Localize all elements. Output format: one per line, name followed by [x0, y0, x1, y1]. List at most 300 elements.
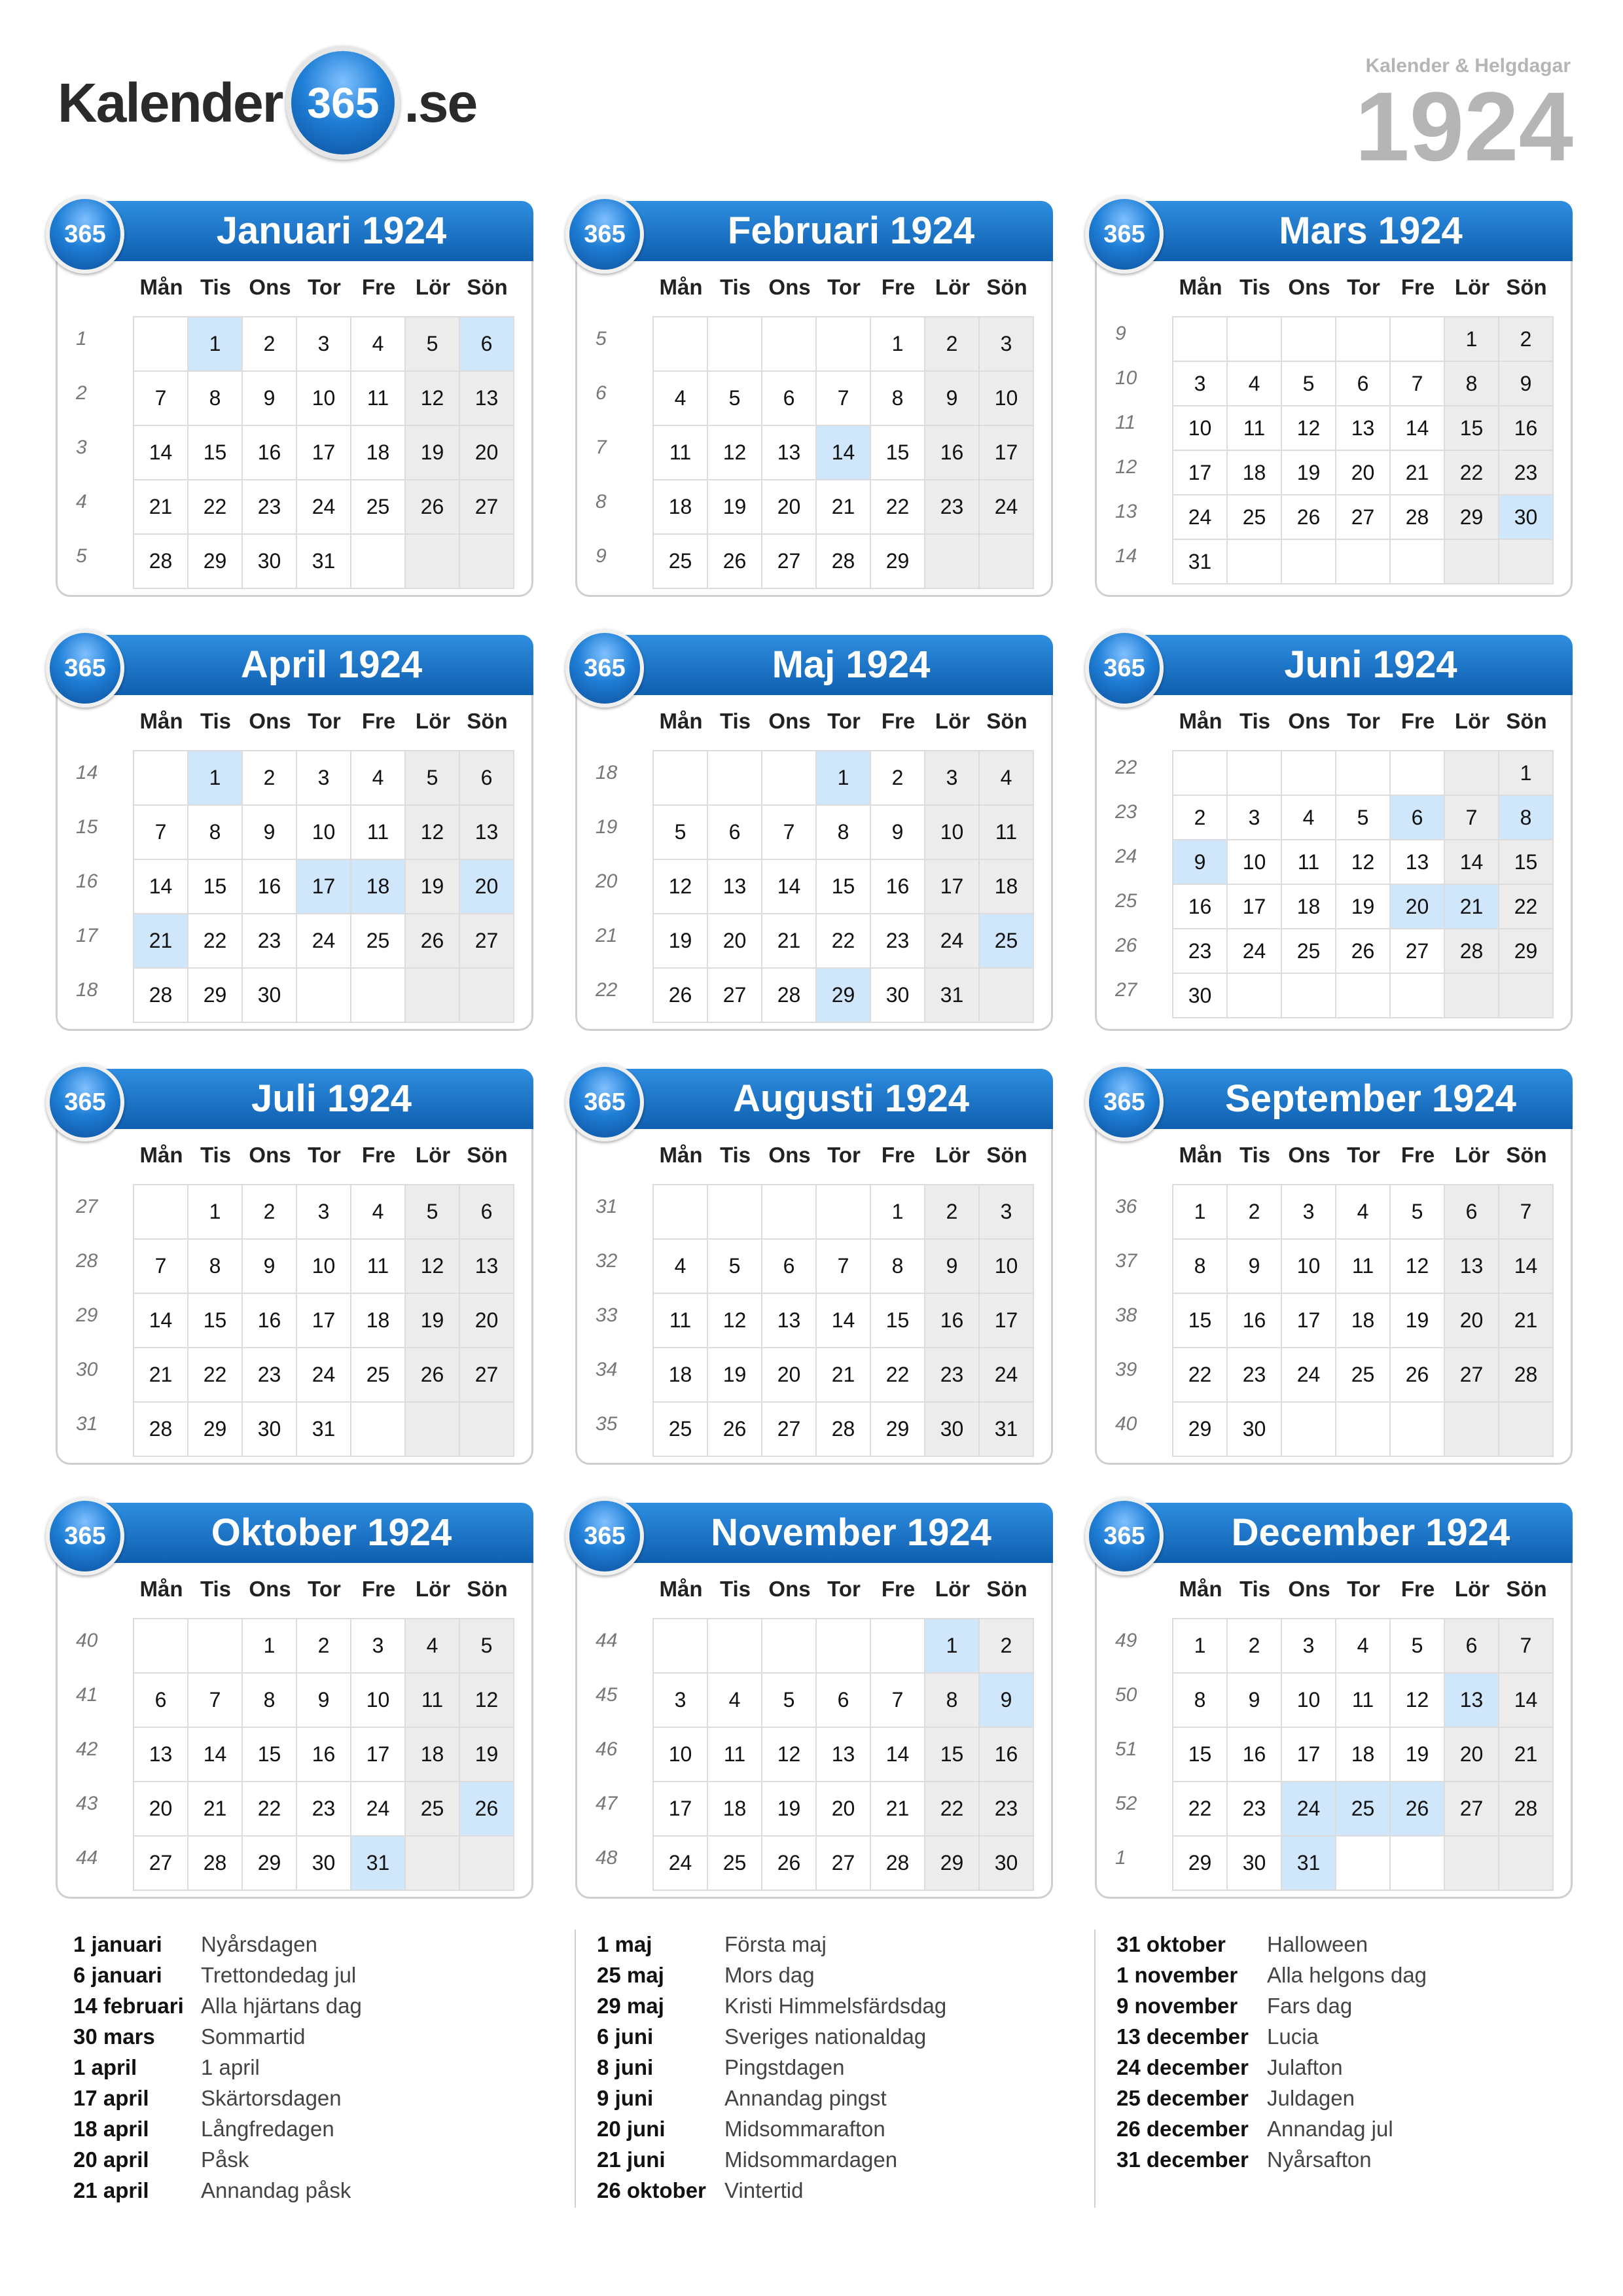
day-cell[interactable]: 19 [460, 1728, 514, 1782]
day-cell[interactable]: 10 [980, 372, 1034, 426]
day-cell[interactable]: 12 [708, 426, 762, 480]
day-cell[interactable]: 17 [1282, 1728, 1336, 1782]
day-cell[interactable]: 26 [1391, 1782, 1445, 1837]
day-cell[interactable]: 23 [1228, 1782, 1282, 1837]
day-cell[interactable]: 15 [1173, 1294, 1228, 1348]
day-cell[interactable]: 1 [817, 751, 871, 806]
day-cell[interactable]: 16 [1228, 1294, 1282, 1348]
day-cell[interactable]: 8 [817, 806, 871, 860]
day-cell[interactable]: 8 [188, 806, 243, 860]
day-cell[interactable]: 19 [406, 860, 460, 914]
day-cell[interactable]: 23 [243, 1348, 297, 1403]
day-cell[interactable]: 20 [708, 914, 762, 969]
day-cell[interactable]: 21 [817, 1348, 871, 1403]
day-cell[interactable]: 1 [1173, 1619, 1228, 1674]
day-cell[interactable]: 30 [980, 1837, 1034, 1891]
day-cell[interactable]: 12 [406, 806, 460, 860]
day-cell[interactable]: 5 [708, 372, 762, 426]
day-cell[interactable]: 21 [762, 914, 817, 969]
day-cell[interactable]: 28 [134, 535, 188, 589]
day-cell[interactable]: 24 [297, 480, 351, 535]
day-cell[interactable]: 16 [871, 860, 925, 914]
day-cell[interactable]: 18 [654, 1348, 708, 1403]
day-cell[interactable]: 30 [297, 1837, 351, 1891]
day-cell[interactable]: 20 [460, 860, 514, 914]
day-cell[interactable]: 13 [1391, 840, 1445, 885]
day-cell[interactable]: 11 [1228, 406, 1282, 451]
day-cell[interactable]: 4 [708, 1674, 762, 1728]
day-cell[interactable]: 10 [297, 1240, 351, 1294]
day-cell[interactable]: 16 [243, 426, 297, 480]
day-cell[interactable]: 6 [460, 317, 514, 372]
day-cell[interactable]: 1 [1445, 317, 1499, 362]
day-cell[interactable]: 8 [871, 372, 925, 426]
day-cell[interactable]: 2 [297, 1619, 351, 1674]
day-cell[interactable]: 20 [460, 1294, 514, 1348]
day-cell[interactable]: 11 [1336, 1240, 1391, 1294]
day-cell[interactable]: 10 [1173, 406, 1228, 451]
day-cell[interactable]: 6 [1391, 796, 1445, 840]
day-cell[interactable]: 29 [1173, 1403, 1228, 1457]
day-cell[interactable]: 9 [871, 806, 925, 860]
day-cell[interactable]: 13 [708, 860, 762, 914]
day-cell[interactable]: 31 [1173, 540, 1228, 584]
day-cell[interactable]: 31 [297, 535, 351, 589]
day-cell[interactable]: 3 [925, 751, 980, 806]
day-cell[interactable]: 4 [1336, 1185, 1391, 1240]
day-cell[interactable]: 28 [134, 969, 188, 1023]
day-cell[interactable]: 21 [134, 480, 188, 535]
day-cell[interactable]: 4 [1228, 362, 1282, 406]
day-cell[interactable]: 5 [406, 317, 460, 372]
day-cell[interactable]: 25 [1336, 1782, 1391, 1837]
day-cell[interactable]: 27 [708, 969, 762, 1023]
day-cell[interactable]: 19 [708, 1348, 762, 1403]
day-cell[interactable]: 14 [188, 1728, 243, 1782]
day-cell[interactable]: 16 [243, 1294, 297, 1348]
day-cell[interactable]: 17 [980, 1294, 1034, 1348]
day-cell[interactable]: 14 [1391, 406, 1445, 451]
day-cell[interactable]: 21 [134, 914, 188, 969]
day-cell[interactable]: 27 [1445, 1348, 1499, 1403]
day-cell[interactable]: 28 [1391, 495, 1445, 540]
day-cell[interactable]: 10 [654, 1728, 708, 1782]
day-cell[interactable]: 23 [1173, 929, 1228, 974]
day-cell[interactable]: 20 [762, 480, 817, 535]
day-cell[interactable]: 22 [188, 914, 243, 969]
day-cell[interactable]: 23 [1228, 1348, 1282, 1403]
day-cell[interactable]: 10 [1282, 1674, 1336, 1728]
day-cell[interactable]: 12 [460, 1674, 514, 1728]
day-cell[interactable]: 19 [1391, 1294, 1445, 1348]
day-cell[interactable]: 1 [188, 1185, 243, 1240]
day-cell[interactable]: 17 [297, 860, 351, 914]
day-cell[interactable]: 17 [925, 860, 980, 914]
day-cell[interactable]: 26 [654, 969, 708, 1023]
day-cell[interactable]: 2 [925, 1185, 980, 1240]
day-cell[interactable]: 7 [1445, 796, 1499, 840]
day-cell[interactable]: 3 [1282, 1619, 1336, 1674]
day-cell[interactable]: 3 [980, 317, 1034, 372]
day-cell[interactable]: 14 [817, 1294, 871, 1348]
day-cell[interactable]: 12 [1282, 406, 1336, 451]
day-cell[interactable]: 5 [654, 806, 708, 860]
day-cell[interactable]: 17 [1282, 1294, 1336, 1348]
day-cell[interactable]: 28 [1445, 929, 1499, 974]
day-cell[interactable]: 15 [1445, 406, 1499, 451]
day-cell[interactable]: 16 [243, 860, 297, 914]
day-cell[interactable]: 8 [188, 1240, 243, 1294]
day-cell[interactable]: 7 [1499, 1619, 1554, 1674]
day-cell[interactable]: 29 [1445, 495, 1499, 540]
day-cell[interactable]: 11 [351, 372, 406, 426]
day-cell[interactable]: 3 [297, 317, 351, 372]
day-cell[interactable]: 19 [406, 1294, 460, 1348]
day-cell[interactable]: 12 [654, 860, 708, 914]
day-cell[interactable]: 12 [1391, 1674, 1445, 1728]
day-cell[interactable]: 1 [925, 1619, 980, 1674]
day-cell[interactable]: 18 [406, 1728, 460, 1782]
day-cell[interactable]: 4 [654, 1240, 708, 1294]
day-cell[interactable]: 14 [762, 860, 817, 914]
day-cell[interactable]: 21 [188, 1782, 243, 1837]
day-cell[interactable]: 13 [762, 426, 817, 480]
day-cell[interactable]: 20 [817, 1782, 871, 1837]
day-cell[interactable]: 13 [1445, 1240, 1499, 1294]
day-cell[interactable]: 29 [817, 969, 871, 1023]
day-cell[interactable]: 22 [871, 1348, 925, 1403]
day-cell[interactable]: 6 [817, 1674, 871, 1728]
day-cell[interactable]: 19 [708, 480, 762, 535]
day-cell[interactable]: 25 [351, 480, 406, 535]
day-cell[interactable]: 26 [1282, 495, 1336, 540]
day-cell[interactable]: 3 [1282, 1185, 1336, 1240]
day-cell[interactable]: 15 [188, 860, 243, 914]
day-cell[interactable]: 24 [297, 914, 351, 969]
day-cell[interactable]: 13 [1445, 1674, 1499, 1728]
day-cell[interactable]: 30 [1173, 974, 1228, 1018]
day-cell[interactable]: 27 [1391, 929, 1445, 974]
day-cell[interactable]: 11 [654, 426, 708, 480]
day-cell[interactable]: 18 [980, 860, 1034, 914]
day-cell[interactable]: 30 [243, 535, 297, 589]
day-cell[interactable]: 16 [1499, 406, 1554, 451]
day-cell[interactable]: 27 [460, 914, 514, 969]
day-cell[interactable]: 11 [1282, 840, 1336, 885]
day-cell[interactable]: 8 [1173, 1674, 1228, 1728]
day-cell[interactable]: 18 [351, 860, 406, 914]
day-cell[interactable]: 25 [654, 1403, 708, 1457]
day-cell[interactable]: 12 [406, 1240, 460, 1294]
day-cell[interactable]: 29 [188, 969, 243, 1023]
day-cell[interactable]: 15 [243, 1728, 297, 1782]
day-cell[interactable]: 5 [1391, 1185, 1445, 1240]
day-cell[interactable]: 7 [817, 372, 871, 426]
day-cell[interactable]: 15 [925, 1728, 980, 1782]
day-cell[interactable]: 23 [925, 1348, 980, 1403]
day-cell[interactable]: 29 [871, 1403, 925, 1457]
day-cell[interactable]: 18 [1336, 1294, 1391, 1348]
day-cell[interactable]: 27 [460, 480, 514, 535]
day-cell[interactable]: 24 [1173, 495, 1228, 540]
day-cell[interactable]: 1 [1173, 1185, 1228, 1240]
day-cell[interactable]: 11 [980, 806, 1034, 860]
day-cell[interactable]: 7 [188, 1674, 243, 1728]
day-cell[interactable]: 9 [243, 1240, 297, 1294]
day-cell[interactable]: 30 [243, 1403, 297, 1457]
day-cell[interactable]: 9 [1173, 840, 1228, 885]
day-cell[interactable]: 31 [297, 1403, 351, 1457]
day-cell[interactable]: 4 [351, 1185, 406, 1240]
day-cell[interactable]: 4 [1336, 1619, 1391, 1674]
day-cell[interactable]: 7 [1499, 1185, 1554, 1240]
day-cell[interactable]: 2 [871, 751, 925, 806]
day-cell[interactable]: 11 [406, 1674, 460, 1728]
day-cell[interactable]: 31 [980, 1403, 1034, 1457]
day-cell[interactable]: 18 [351, 426, 406, 480]
day-cell[interactable]: 6 [134, 1674, 188, 1728]
day-cell[interactable]: 14 [134, 860, 188, 914]
day-cell[interactable]: 1 [188, 751, 243, 806]
day-cell[interactable]: 8 [1445, 362, 1499, 406]
day-cell[interactable]: 28 [762, 969, 817, 1023]
day-cell[interactable]: 15 [871, 1294, 925, 1348]
day-cell[interactable]: 11 [351, 1240, 406, 1294]
day-cell[interactable]: 15 [1173, 1728, 1228, 1782]
day-cell[interactable]: 30 [1228, 1837, 1282, 1891]
day-cell[interactable]: 23 [925, 480, 980, 535]
day-cell[interactable]: 21 [134, 1348, 188, 1403]
day-cell[interactable]: 29 [188, 1403, 243, 1457]
day-cell[interactable]: 25 [1228, 495, 1282, 540]
day-cell[interactable]: 25 [1336, 1348, 1391, 1403]
day-cell[interactable]: 4 [351, 317, 406, 372]
day-cell[interactable]: 5 [1336, 796, 1391, 840]
day-cell[interactable]: 1 [243, 1619, 297, 1674]
day-cell[interactable]: 7 [134, 1240, 188, 1294]
day-cell[interactable]: 22 [1445, 451, 1499, 495]
day-cell[interactable]: 26 [708, 535, 762, 589]
day-cell[interactable]: 10 [980, 1240, 1034, 1294]
day-cell[interactable]: 6 [1336, 362, 1391, 406]
day-cell[interactable]: 11 [654, 1294, 708, 1348]
day-cell[interactable]: 3 [297, 1185, 351, 1240]
day-cell[interactable]: 12 [762, 1728, 817, 1782]
day-cell[interactable]: 15 [817, 860, 871, 914]
day-cell[interactable]: 14 [817, 426, 871, 480]
day-cell[interactable]: 17 [297, 1294, 351, 1348]
day-cell[interactable]: 20 [1445, 1728, 1499, 1782]
day-cell[interactable]: 22 [1173, 1782, 1228, 1837]
day-cell[interactable]: 17 [1173, 451, 1228, 495]
day-cell[interactable]: 22 [871, 480, 925, 535]
day-cell[interactable]: 17 [297, 426, 351, 480]
day-cell[interactable]: 12 [1391, 1240, 1445, 1294]
day-cell[interactable]: 18 [708, 1782, 762, 1837]
day-cell[interactable]: 23 [980, 1782, 1034, 1837]
day-cell[interactable]: 17 [980, 426, 1034, 480]
day-cell[interactable]: 21 [817, 480, 871, 535]
day-cell[interactable]: 6 [708, 806, 762, 860]
day-cell[interactable]: 24 [654, 1837, 708, 1891]
day-cell[interactable]: 3 [980, 1185, 1034, 1240]
day-cell[interactable]: 26 [406, 480, 460, 535]
day-cell[interactable]: 21 [1445, 885, 1499, 929]
day-cell[interactable]: 25 [406, 1782, 460, 1837]
day-cell[interactable]: 8 [1499, 796, 1554, 840]
day-cell[interactable]: 13 [817, 1728, 871, 1782]
day-cell[interactable]: 1 [1499, 751, 1554, 796]
day-cell[interactable]: 17 [351, 1728, 406, 1782]
day-cell[interactable]: 26 [1391, 1348, 1445, 1403]
day-cell[interactable]: 19 [1282, 451, 1336, 495]
day-cell[interactable]: 29 [925, 1837, 980, 1891]
day-cell[interactable]: 30 [243, 969, 297, 1023]
day-cell[interactable]: 23 [297, 1782, 351, 1837]
day-cell[interactable]: 2 [1228, 1185, 1282, 1240]
day-cell[interactable]: 23 [1499, 451, 1554, 495]
day-cell[interactable]: 25 [351, 1348, 406, 1403]
day-cell[interactable]: 8 [1173, 1240, 1228, 1294]
day-cell[interactable]: 21 [1499, 1294, 1554, 1348]
day-cell[interactable]: 24 [1228, 929, 1282, 974]
day-cell[interactable]: 24 [1282, 1348, 1336, 1403]
day-cell[interactable]: 10 [297, 372, 351, 426]
day-cell[interactable]: 20 [460, 426, 514, 480]
day-cell[interactable]: 25 [1282, 929, 1336, 974]
day-cell[interactable]: 13 [460, 1240, 514, 1294]
day-cell[interactable]: 5 [708, 1240, 762, 1294]
day-cell[interactable]: 26 [708, 1403, 762, 1457]
day-cell[interactable]: 17 [654, 1782, 708, 1837]
day-cell[interactable]: 28 [1499, 1782, 1554, 1837]
day-cell[interactable]: 5 [406, 751, 460, 806]
day-cell[interactable]: 19 [406, 426, 460, 480]
day-cell[interactable]: 6 [762, 372, 817, 426]
day-cell[interactable]: 8 [243, 1674, 297, 1728]
day-cell[interactable]: 14 [1445, 840, 1499, 885]
day-cell[interactable]: 29 [188, 535, 243, 589]
day-cell[interactable]: 20 [1391, 885, 1445, 929]
day-cell[interactable]: 19 [1336, 885, 1391, 929]
day-cell[interactable]: 16 [1173, 885, 1228, 929]
day-cell[interactable]: 4 [1282, 796, 1336, 840]
day-cell[interactable]: 2 [243, 751, 297, 806]
day-cell[interactable]: 28 [817, 535, 871, 589]
day-cell[interactable]: 25 [980, 914, 1034, 969]
day-cell[interactable]: 19 [762, 1782, 817, 1837]
day-cell[interactable]: 9 [925, 1240, 980, 1294]
day-cell[interactable]: 13 [134, 1728, 188, 1782]
day-cell[interactable]: 30 [1499, 495, 1554, 540]
day-cell[interactable]: 11 [351, 806, 406, 860]
day-cell[interactable]: 20 [1336, 451, 1391, 495]
day-cell[interactable]: 29 [243, 1837, 297, 1891]
day-cell[interactable]: 5 [762, 1674, 817, 1728]
day-cell[interactable]: 27 [817, 1837, 871, 1891]
day-cell[interactable]: 7 [871, 1674, 925, 1728]
day-cell[interactable]: 31 [925, 969, 980, 1023]
day-cell[interactable]: 9 [243, 806, 297, 860]
day-cell[interactable]: 10 [1228, 840, 1282, 885]
day-cell[interactable]: 31 [1282, 1837, 1336, 1891]
day-cell[interactable]: 9 [297, 1674, 351, 1728]
day-cell[interactable]: 20 [1445, 1294, 1499, 1348]
day-cell[interactable]: 27 [1445, 1782, 1499, 1837]
day-cell[interactable]: 9 [1228, 1240, 1282, 1294]
day-cell[interactable]: 28 [871, 1837, 925, 1891]
day-cell[interactable]: 2 [980, 1619, 1034, 1674]
day-cell[interactable]: 24 [925, 914, 980, 969]
day-cell[interactable]: 12 [708, 1294, 762, 1348]
day-cell[interactable]: 22 [188, 480, 243, 535]
day-cell[interactable]: 9 [1499, 362, 1554, 406]
day-cell[interactable]: 23 [243, 914, 297, 969]
day-cell[interactable]: 21 [1499, 1728, 1554, 1782]
day-cell[interactable]: 2 [1173, 796, 1228, 840]
day-cell[interactable]: 3 [654, 1674, 708, 1728]
day-cell[interactable]: 16 [297, 1728, 351, 1782]
day-cell[interactable]: 10 [1282, 1240, 1336, 1294]
day-cell[interactable]: 18 [1336, 1728, 1391, 1782]
day-cell[interactable]: 17 [1228, 885, 1282, 929]
day-cell[interactable]: 5 [406, 1185, 460, 1240]
day-cell[interactable]: 7 [134, 372, 188, 426]
day-cell[interactable]: 26 [762, 1837, 817, 1891]
day-cell[interactable]: 19 [1391, 1728, 1445, 1782]
day-cell[interactable]: 23 [871, 914, 925, 969]
day-cell[interactable]: 13 [460, 372, 514, 426]
day-cell[interactable]: 7 [762, 806, 817, 860]
day-cell[interactable]: 8 [925, 1674, 980, 1728]
day-cell[interactable]: 7 [1391, 362, 1445, 406]
day-cell[interactable]: 1 [188, 317, 243, 372]
day-cell[interactable]: 28 [1499, 1348, 1554, 1403]
day-cell[interactable]: 14 [1499, 1674, 1554, 1728]
day-cell[interactable]: 1 [871, 317, 925, 372]
day-cell[interactable]: 25 [708, 1837, 762, 1891]
day-cell[interactable]: 29 [1173, 1837, 1228, 1891]
day-cell[interactable]: 27 [134, 1837, 188, 1891]
day-cell[interactable]: 27 [762, 1403, 817, 1457]
site-logo[interactable] [58, 47, 476, 158]
day-cell[interactable]: 2 [1228, 1619, 1282, 1674]
day-cell[interactable]: 9 [925, 372, 980, 426]
day-cell[interactable]: 29 [871, 535, 925, 589]
day-cell[interactable]: 4 [406, 1619, 460, 1674]
day-cell[interactable]: 9 [980, 1674, 1034, 1728]
day-cell[interactable]: 7 [134, 806, 188, 860]
day-cell[interactable]: 16 [1228, 1728, 1282, 1782]
day-cell[interactable]: 3 [297, 751, 351, 806]
day-cell[interactable]: 22 [817, 914, 871, 969]
day-cell[interactable]: 11 [1336, 1674, 1391, 1728]
day-cell[interactable]: 25 [654, 535, 708, 589]
day-cell[interactable]: 18 [1228, 451, 1282, 495]
day-cell[interactable]: 16 [980, 1728, 1034, 1782]
day-cell[interactable]: 22 [188, 1348, 243, 1403]
day-cell[interactable]: 6 [460, 751, 514, 806]
day-cell[interactable]: 13 [1336, 406, 1391, 451]
day-cell[interactable]: 21 [1391, 451, 1445, 495]
day-cell[interactable]: 6 [762, 1240, 817, 1294]
day-cell[interactable]: 5 [460, 1619, 514, 1674]
day-cell[interactable]: 14 [871, 1728, 925, 1782]
day-cell[interactable]: 20 [762, 1348, 817, 1403]
day-cell[interactable]: 2 [925, 317, 980, 372]
day-cell[interactable]: 4 [654, 372, 708, 426]
day-cell[interactable]: 2 [243, 1185, 297, 1240]
